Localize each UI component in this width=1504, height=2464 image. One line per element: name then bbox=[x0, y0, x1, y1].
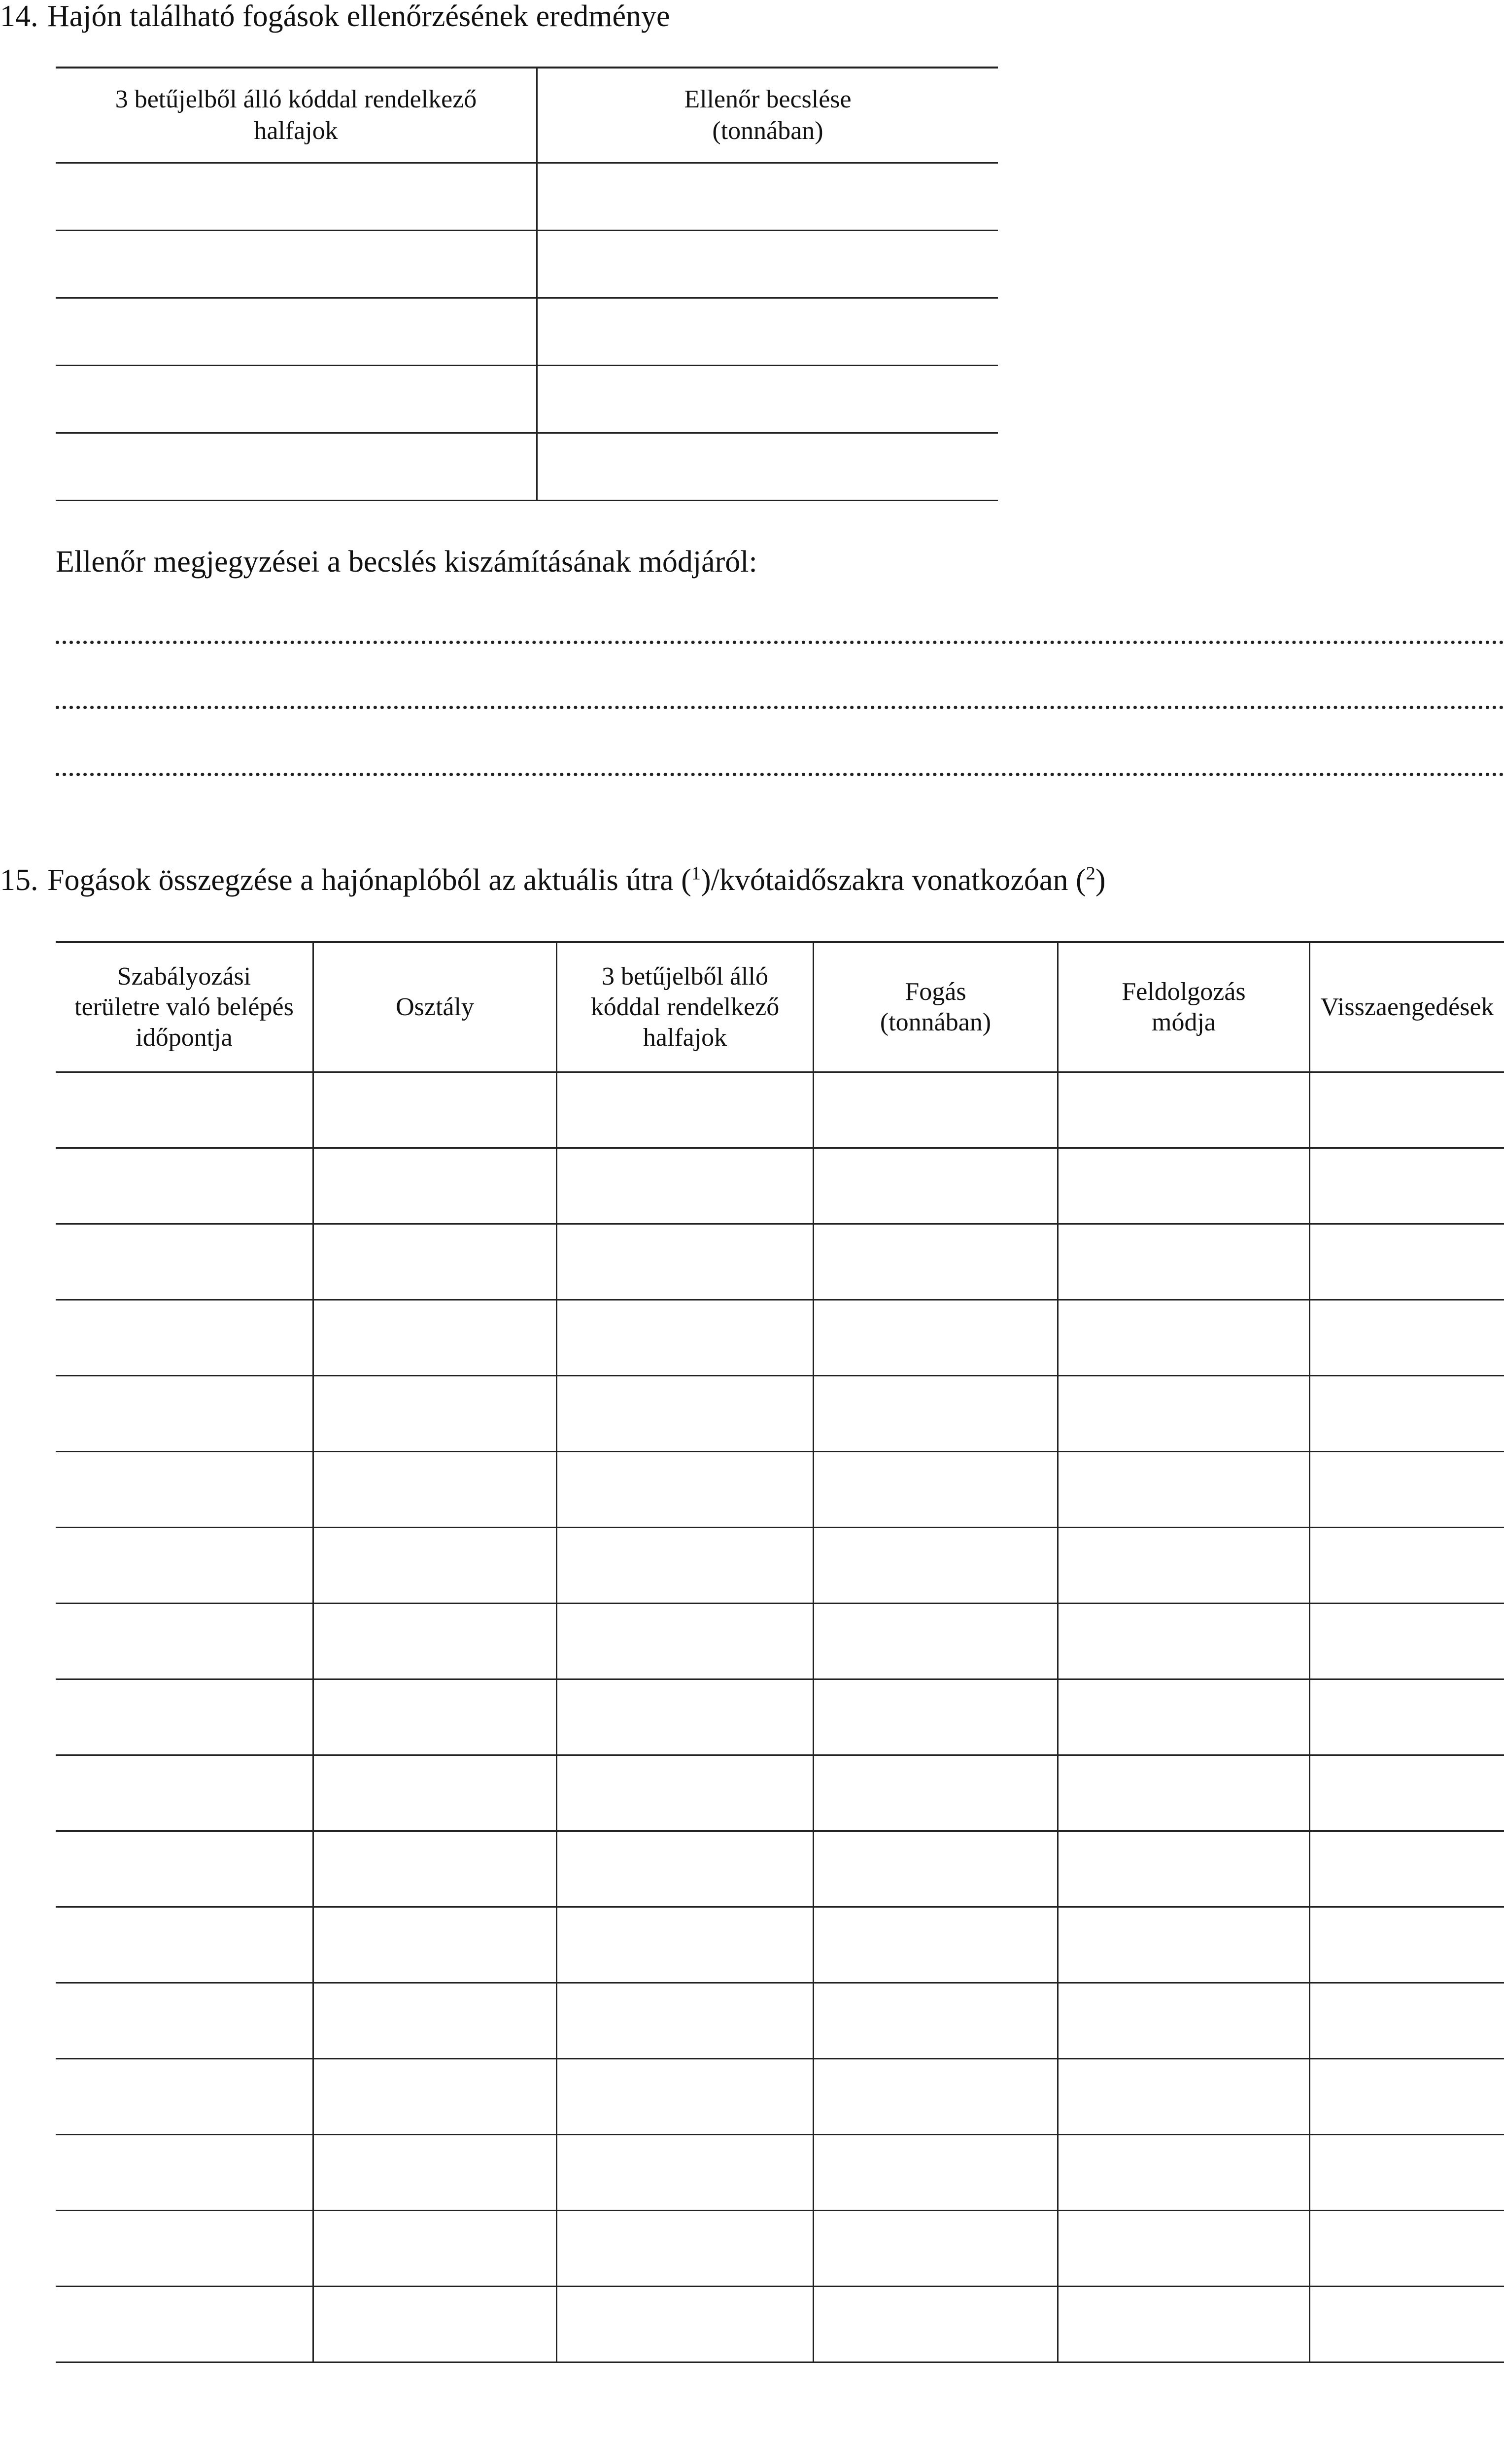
section-14-number: 14. bbox=[0, 0, 38, 33]
table-cell[interactable] bbox=[56, 1604, 313, 1679]
table-cell[interactable] bbox=[313, 1604, 557, 1679]
table-cell[interactable] bbox=[313, 1679, 557, 1755]
section-15-title-part: Fogások összegzése a hajónaplóból az aktuális útra ( bbox=[47, 863, 691, 897]
table-row bbox=[56, 366, 998, 433]
table-cell[interactable] bbox=[56, 2211, 313, 2287]
table-row bbox=[56, 1452, 1504, 1528]
table-row bbox=[56, 1907, 1504, 1983]
table-cell[interactable] bbox=[1310, 1224, 1504, 1300]
table-cell[interactable] bbox=[1058, 1452, 1310, 1528]
table-row bbox=[56, 1300, 1504, 1376]
table-cell[interactable] bbox=[56, 2059, 313, 2135]
header-line: halfajok bbox=[254, 117, 338, 145]
section-15-number: 15. bbox=[0, 863, 38, 897]
table-row bbox=[56, 231, 998, 298]
table-cell[interactable] bbox=[1310, 2135, 1504, 2211]
table-row bbox=[56, 2135, 1504, 2211]
table-cell[interactable] bbox=[313, 1072, 557, 1148]
table-cell[interactable] bbox=[1310, 1831, 1504, 1907]
table-row bbox=[56, 1528, 1504, 1604]
header-line: időpontja bbox=[136, 1024, 233, 1052]
logbook-catch-summary-table bbox=[56, 941, 1504, 2363]
table-cell[interactable] bbox=[56, 2287, 313, 2362]
header-line: Visszaengedések bbox=[1320, 993, 1494, 1021]
table-cell[interactable] bbox=[557, 1831, 814, 1907]
table-cell[interactable] bbox=[814, 1755, 1058, 1831]
table-cell[interactable] bbox=[1310, 1300, 1504, 1376]
table-row bbox=[56, 1604, 1504, 1679]
header-line: területre való belépés bbox=[74, 993, 294, 1021]
table-row bbox=[56, 1224, 1504, 1300]
table-cell[interactable] bbox=[814, 1224, 1058, 1300]
table-cell[interactable] bbox=[814, 1831, 1058, 1907]
table-cell[interactable] bbox=[1310, 1072, 1504, 1148]
table-cell[interactable] bbox=[557, 1604, 814, 1679]
table-cell[interactable] bbox=[313, 1831, 557, 1907]
table-cell[interactable] bbox=[56, 163, 537, 231]
notes-dotted-line[interactable] bbox=[56, 706, 1504, 709]
table-cell[interactable] bbox=[56, 1148, 313, 1224]
column-header-discards bbox=[1310, 942, 1504, 1072]
table-cell[interactable] bbox=[1310, 1528, 1504, 1604]
table-cell[interactable] bbox=[814, 1376, 1058, 1452]
table-cell[interactable] bbox=[56, 1300, 313, 1376]
table-cell[interactable] bbox=[557, 1679, 814, 1755]
header-line: Szabályozási bbox=[117, 962, 251, 991]
table-cell[interactable] bbox=[1310, 2287, 1504, 2362]
column-header-division bbox=[313, 942, 557, 1072]
table-row bbox=[56, 1983, 1504, 2059]
table-cell[interactable] bbox=[1058, 2135, 1310, 2211]
column-header-species bbox=[56, 68, 537, 163]
table-cell[interactable] bbox=[313, 1983, 557, 2059]
table-cell[interactable] bbox=[56, 231, 537, 298]
table-cell[interactable] bbox=[1058, 2059, 1310, 2135]
notes-dotted-line[interactable] bbox=[56, 773, 1504, 776]
table-cell[interactable] bbox=[1058, 1679, 1310, 1755]
table-cell[interactable] bbox=[56, 1072, 313, 1148]
footnote-ref-2: 2 bbox=[1086, 863, 1095, 884]
table-cell[interactable] bbox=[557, 2211, 814, 2287]
table-cell[interactable] bbox=[814, 1679, 1058, 1755]
section-14-title: Hajón található fogások ellenőrzésének eredménye bbox=[47, 0, 670, 33]
table-row bbox=[56, 1755, 1504, 1831]
table-cell[interactable] bbox=[1058, 1907, 1310, 1983]
table-cell[interactable] bbox=[313, 2211, 557, 2287]
table-cell[interactable] bbox=[1310, 1679, 1504, 1755]
header-line: 3 betűjelből álló kóddal rendelkező bbox=[115, 85, 477, 113]
table-cell[interactable] bbox=[537, 163, 998, 231]
table-cell[interactable] bbox=[1058, 1376, 1310, 1452]
table-cell[interactable] bbox=[1058, 2211, 1310, 2287]
table-row bbox=[56, 1376, 1504, 1452]
header-line: Osztály bbox=[396, 993, 474, 1021]
table-cell[interactable] bbox=[56, 1452, 313, 1528]
table-cell[interactable] bbox=[56, 2135, 313, 2211]
section-15-heading bbox=[0, 865, 1105, 895]
table-cell[interactable] bbox=[56, 366, 537, 433]
header-line: halfajok bbox=[643, 1024, 727, 1052]
table-row bbox=[56, 1679, 1504, 1755]
table-cell[interactable] bbox=[1310, 1755, 1504, 1831]
column-header-catch bbox=[814, 942, 1058, 1072]
table-cell[interactable] bbox=[56, 1224, 313, 1300]
table-cell[interactable] bbox=[56, 1983, 313, 2059]
table-row bbox=[56, 298, 998, 366]
table-cell[interactable] bbox=[313, 1907, 557, 1983]
table-cell[interactable] bbox=[1058, 1300, 1310, 1376]
table-cell[interactable] bbox=[814, 1300, 1058, 1376]
table-cell[interactable] bbox=[313, 1300, 557, 1376]
table-header-row bbox=[56, 942, 1504, 1072]
table-cell[interactable] bbox=[814, 1528, 1058, 1604]
table-cell[interactable] bbox=[56, 1376, 313, 1452]
table-row bbox=[56, 2059, 1504, 2135]
header-line: (tonnában) bbox=[880, 1008, 991, 1036]
section-15-title-part: )/kvótaidőszakra vonatkozóan ( bbox=[700, 863, 1086, 897]
header-line: módja bbox=[1152, 1008, 1216, 1036]
column-header-entry-date bbox=[56, 942, 313, 1072]
table-body bbox=[56, 1072, 1504, 2362]
table-cell[interactable] bbox=[313, 2135, 557, 2211]
table-cell[interactable] bbox=[313, 2287, 557, 2362]
table-cell[interactable] bbox=[313, 1755, 557, 1831]
table-cell[interactable] bbox=[537, 231, 998, 298]
table-cell[interactable] bbox=[814, 2059, 1058, 2135]
table-cell[interactable] bbox=[1058, 2287, 1310, 2362]
table-cell[interactable] bbox=[56, 1831, 313, 1907]
table-cell[interactable] bbox=[56, 1907, 313, 1983]
column-header-inspector-estimate bbox=[537, 68, 998, 163]
table-cell[interactable] bbox=[557, 1300, 814, 1376]
table-cell[interactable] bbox=[313, 1528, 557, 1604]
section-15-title-part: ) bbox=[1095, 863, 1106, 897]
table-row bbox=[56, 163, 998, 231]
header-line: Ellenőr becslése bbox=[684, 85, 852, 113]
table-cell[interactable] bbox=[56, 433, 537, 501]
table-row bbox=[56, 433, 998, 501]
table-cell[interactable] bbox=[537, 366, 998, 433]
table-cell[interactable] bbox=[1310, 1907, 1504, 1983]
table-row bbox=[56, 2287, 1504, 2362]
table-cell[interactable] bbox=[814, 1604, 1058, 1679]
header-line: Fogás bbox=[905, 978, 966, 1006]
header-line: (tonnában) bbox=[712, 117, 823, 145]
header-line: kóddal rendelkező bbox=[590, 993, 780, 1021]
table-row bbox=[56, 1072, 1504, 1148]
table-cell[interactable] bbox=[313, 2059, 557, 2135]
table-cell[interactable] bbox=[537, 433, 998, 501]
table-cell[interactable] bbox=[1058, 1072, 1310, 1148]
table-cell[interactable] bbox=[814, 2287, 1058, 2362]
table-cell[interactable] bbox=[557, 1452, 814, 1528]
table-cell[interactable] bbox=[1310, 1148, 1504, 1224]
table-cell[interactable] bbox=[557, 1376, 814, 1452]
table-cell[interactable] bbox=[814, 1072, 1058, 1148]
table-cell[interactable] bbox=[1058, 1831, 1310, 1907]
table-cell[interactable] bbox=[557, 2135, 814, 2211]
table-cell[interactable] bbox=[537, 298, 998, 366]
table-cell[interactable] bbox=[1310, 1376, 1504, 1452]
table-cell[interactable] bbox=[1310, 2059, 1504, 2135]
table-cell[interactable] bbox=[557, 2287, 814, 2362]
table-cell[interactable] bbox=[56, 298, 537, 366]
catch-inspection-table bbox=[56, 67, 998, 501]
table-cell[interactable] bbox=[56, 1755, 313, 1831]
table-cell[interactable] bbox=[1058, 1224, 1310, 1300]
table-row bbox=[56, 1831, 1504, 1907]
table-row bbox=[56, 2211, 1504, 2287]
table-cell[interactable] bbox=[557, 1907, 814, 1983]
table-cell[interactable] bbox=[814, 1148, 1058, 1224]
table-cell[interactable] bbox=[1310, 1452, 1504, 1528]
table-cell[interactable] bbox=[557, 1528, 814, 1604]
footnote-ref-1: 1 bbox=[691, 863, 701, 884]
table-cell[interactable] bbox=[1058, 1148, 1310, 1224]
header-line: 3 betűjelből álló bbox=[602, 962, 768, 991]
table-cell[interactable] bbox=[56, 1679, 313, 1755]
column-header-processing bbox=[1058, 942, 1310, 1072]
table-cell[interactable] bbox=[1058, 1983, 1310, 2059]
table-cell[interactable] bbox=[313, 1148, 557, 1224]
table-cell[interactable] bbox=[1058, 1604, 1310, 1679]
table-cell[interactable] bbox=[814, 1452, 1058, 1528]
column-header-species bbox=[557, 942, 814, 1072]
table-cell[interactable] bbox=[313, 1376, 557, 1452]
header-line: Feldolgozás bbox=[1122, 978, 1246, 1006]
table-header-row bbox=[56, 68, 998, 163]
table-cell[interactable] bbox=[814, 1983, 1058, 2059]
table-cell[interactable] bbox=[557, 2059, 814, 2135]
table-cell[interactable] bbox=[557, 1224, 814, 1300]
inspector-notes-label: Ellenőr megjegyzései a becslés kiszámításának módjáról: bbox=[56, 545, 757, 579]
table-cell[interactable] bbox=[814, 1907, 1058, 1983]
table-cell[interactable] bbox=[1058, 1528, 1310, 1604]
table-cell[interactable] bbox=[557, 1072, 814, 1148]
table-cell[interactable] bbox=[56, 1528, 313, 1604]
table-cell[interactable] bbox=[1058, 1755, 1310, 1831]
table-cell[interactable] bbox=[313, 1452, 557, 1528]
table-cell[interactable] bbox=[1310, 1604, 1504, 1679]
table-cell[interactable] bbox=[557, 1755, 814, 1831]
table-cell[interactable] bbox=[557, 1148, 814, 1224]
table-cell[interactable] bbox=[1310, 2211, 1504, 2287]
table-cell[interactable] bbox=[814, 2211, 1058, 2287]
notes-dotted-line[interactable] bbox=[56, 641, 1504, 644]
table-cell[interactable] bbox=[814, 2135, 1058, 2211]
table-row bbox=[56, 1148, 1504, 1224]
table-cell[interactable] bbox=[1310, 1983, 1504, 2059]
table-cell[interactable] bbox=[313, 1224, 557, 1300]
table-cell[interactable] bbox=[557, 1983, 814, 2059]
section-14-heading bbox=[0, 1, 670, 32]
